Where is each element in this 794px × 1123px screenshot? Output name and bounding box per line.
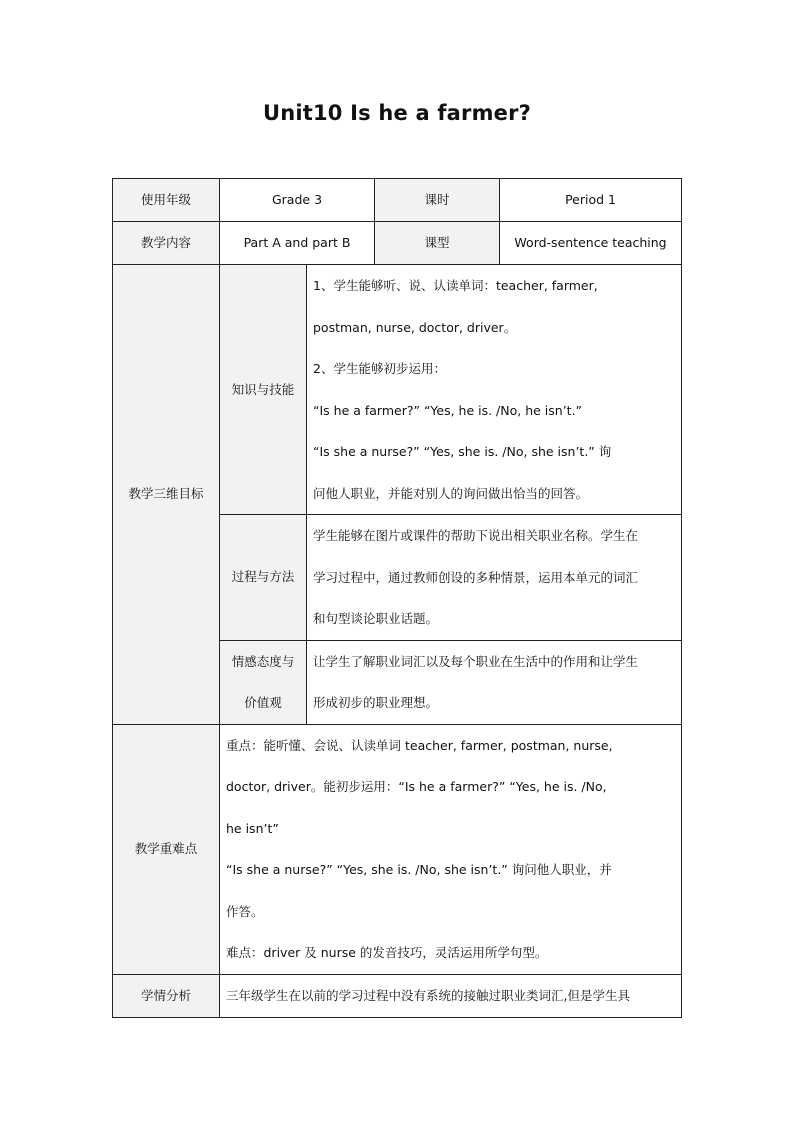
analysis-row	[113, 974, 682, 1017]
key-points-label: 教学重难点	[113, 724, 220, 974]
knowledge-line: “Is he a farmer?” “Yes, he is. /No, he isn’t.”	[313, 402, 583, 418]
key-points-line: 作答。	[226, 903, 264, 919]
content-label: 教学内容	[113, 222, 220, 265]
content-value: Part A and part B	[220, 222, 375, 265]
process-line: 和句型谈论职业话题。	[313, 611, 439, 626]
grade-label: 使用年级	[113, 179, 220, 222]
analysis-content	[220, 974, 682, 1017]
document-title: Unit10 Is he a farmer?	[262, 101, 532, 125]
knowledge-line: 1、学生能够听、说、认读单词：teacher, farmer,	[313, 278, 598, 293]
knowledge-row	[113, 265, 682, 515]
grade-row	[113, 179, 682, 222]
knowledge-line: 问他人职业，并能对别人的询问做出恰当的回答。	[313, 485, 589, 501]
attitude-content	[307, 640, 682, 724]
period-label: 课时	[375, 179, 500, 222]
period-value: Period 1	[500, 179, 682, 222]
process-label: 过程与方法	[220, 515, 307, 641]
lesson-type-value: Word-sentence teaching	[500, 222, 682, 265]
attitude-label	[220, 640, 307, 724]
knowledge-line: 2、学生能够初步运用：	[313, 361, 446, 376]
grade-value: Grade 3	[220, 179, 375, 222]
key-points-line: “Is she a nurse?” “Yes, she is. /No, she isn’t.” 询问他人职业，并	[226, 862, 612, 877]
attitude-label-line: 情感态度与	[231, 653, 295, 669]
key-points-content	[220, 724, 682, 974]
objectives-label: 教学三维目标	[113, 265, 220, 725]
analysis-label: 学情分析	[113, 974, 220, 1017]
attitude-label-line: 价值观	[244, 695, 282, 710]
key-points-line: 重点：能听懂、会说、认读单词 teacher, farmer, postman, nurse,	[226, 737, 613, 753]
process-content	[307, 515, 682, 641]
process-line: 学习过程中，通过教师创设的多种情景，运用本单元的词汇	[313, 569, 639, 585]
lesson-type-label: 课型	[375, 222, 500, 265]
process-line: 学生能够在图片或课件的帮助下说出相关职业名称。学生在	[313, 528, 639, 543]
key-points-line: doctor, driver。能初步运用：“Is he a farmer?” “Yes, he is. /No,	[226, 779, 607, 794]
attitude-line: 形成初步的职业理想。	[313, 695, 439, 710]
knowledge-line: “Is she a nurse?” “Yes, she is. /No, she isn’t.” 询	[313, 444, 612, 459]
knowledge-content	[307, 265, 682, 515]
key-points-row	[113, 724, 682, 974]
content-row	[113, 222, 682, 265]
knowledge-line: postman, nurse, doctor, driver。	[313, 319, 517, 335]
lesson-plan-table	[112, 178, 682, 1018]
key-points-line: 难点：driver 及 nurse 的发音技巧，灵活运用所学句型。	[226, 945, 548, 960]
analysis-line: 三年级学生在以前的学习过程中没有系统的接触过职业类词汇,但是学生具	[226, 987, 630, 1003]
knowledge-label: 知识与技能	[220, 265, 307, 515]
key-points-line: he isn’t”	[226, 820, 279, 836]
attitude-line: 让学生了解职业词汇以及每个职业在生活中的作用和让学生	[313, 653, 639, 669]
